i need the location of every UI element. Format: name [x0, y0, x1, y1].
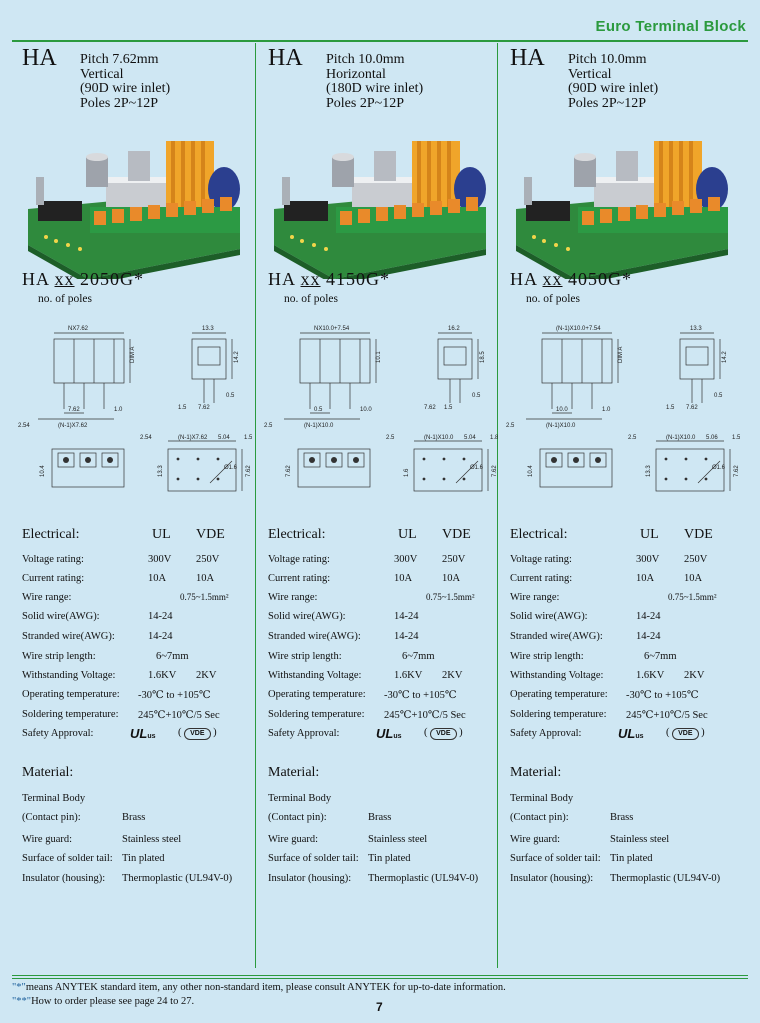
part-number [268, 269, 390, 290]
electrical-label: Operating temperature: [22, 689, 120, 700]
vde-mark-icon: ( VDE ) [666, 727, 705, 738]
electrical-value: 0.75~1.5mm² [180, 592, 229, 602]
dimension-label: Ø1.6 [712, 465, 726, 471]
vde-value: 250V [684, 554, 708, 565]
material-label: Terminal Body [22, 793, 86, 804]
footnote-text: How to order please see page 24 to 27. [31, 996, 195, 1007]
material-label: Wire guard: [268, 834, 319, 845]
electrical-heading: Electrical: [510, 527, 568, 542]
dimension-label: 7.62 [198, 405, 210, 411]
material-label: Insulator (housing): [268, 873, 352, 884]
spec-line: Pitch 10.0mm [326, 52, 405, 67]
dimension-label: 7.62 [734, 465, 740, 477]
electrical-label: Solid wire(AWG): [510, 611, 588, 622]
dimension-label: 1.0 [114, 407, 123, 413]
material-value: Stainless steel [122, 834, 182, 845]
dimension-label: 13.3 [690, 326, 702, 332]
dimension-label: 0.5 [314, 407, 323, 413]
spec-line: Pitch 7.62mm [80, 52, 159, 67]
material-label: Insulator (housing): [510, 873, 594, 884]
electrical-label: Wire strip length: [510, 651, 584, 662]
vde-value: 10A [684, 573, 703, 584]
vde-mark: VDE [184, 728, 210, 740]
material-value: Tin plated [610, 853, 653, 864]
dimension-label: DIM A [618, 346, 624, 363]
dimension-label: 10.4 [528, 465, 534, 477]
electrical-value: 0.75~1.5mm² [668, 592, 717, 602]
electrical-value: 6~7mm [402, 651, 435, 662]
dimension-label: (N-1)X7.62 [178, 435, 208, 441]
product-photo [28, 137, 240, 279]
electrical-label: Soldering temperature: [268, 709, 365, 720]
electrical-label: Operating temperature: [510, 689, 608, 700]
dimension-drawing [18, 323, 252, 503]
electrical-label: Voltage rating: [510, 554, 572, 565]
ul-value: 10A [394, 573, 413, 584]
header-rule [12, 40, 748, 42]
part-number [22, 269, 144, 290]
material-value: Stainless steel [368, 834, 428, 845]
vde-mark-icon: ( VDE ) [178, 727, 217, 738]
dimension-label: 14.2 [234, 351, 240, 363]
electrical-value: 245℃+10℃/5 Sec [138, 710, 220, 721]
series-name: HA [22, 45, 57, 71]
footnote-mark: "**" [12, 996, 32, 1007]
dimension-label: 13.3 [646, 465, 652, 477]
dimension-label: Ø1.6 [224, 465, 238, 471]
spec-line: Poles 2P~12P [80, 95, 158, 111]
electrical-value: 6~7mm [156, 651, 189, 662]
dimension-label: 1.5 [178, 405, 187, 411]
dimension-label: 13.3 [158, 465, 164, 477]
electrical-label: Withstanding Voltage: [268, 670, 362, 681]
electrical-value: -30℃ to +105℃ [626, 690, 699, 701]
material-value: Brass [368, 812, 392, 823]
material-label: Wire guard: [510, 834, 561, 845]
material-value: Thermoplastic (UL94V-0) [610, 873, 721, 884]
material-value: Brass [122, 812, 146, 823]
dimension-label: 1.8 [490, 435, 498, 441]
vde-value: 2KV [684, 670, 705, 681]
poles-label: no. of poles [38, 293, 92, 305]
ul-listed-icon [618, 726, 644, 741]
dimension-label: 7.62 [68, 407, 80, 413]
electrical-label: Operating temperature: [268, 689, 366, 700]
vde-column-heading: VDE [684, 527, 713, 542]
dimension-label: (N-1)X10.0+7.54 [556, 326, 601, 332]
material-heading: Material: [268, 765, 320, 780]
footnote-text: means ANYTEK standard item, any other non-standard item, please consult ANYTEK for up-to-date information. [25, 982, 506, 993]
dimension-label: 0.5 [472, 393, 481, 399]
electrical-label: Current rating: [510, 573, 573, 584]
series-name: HA [510, 45, 545, 71]
ul-value: 1.6KV [148, 670, 177, 681]
ul-column-heading: UL [398, 527, 417, 542]
vde-value: 250V [442, 554, 466, 565]
ul-mark-suffix: us [635, 733, 644, 740]
dimension-label: 0.5 [226, 393, 235, 399]
electrical-label: Wire range: [510, 592, 560, 603]
material-value: Thermoplastic (UL94V-0) [368, 873, 479, 884]
part-number-prefix: HA [268, 269, 296, 289]
dimension-label: 7.62 [686, 405, 698, 411]
electrical-value: 14-24 [636, 631, 661, 642]
electrical-heading: Electrical: [268, 527, 326, 542]
dimension-label: 7.62 [424, 405, 436, 411]
dimension-drawing [506, 323, 740, 503]
footnote-mark: "*" [12, 982, 26, 993]
material-heading: Material: [22, 765, 74, 780]
header-title: Euro Terminal Block [595, 18, 746, 35]
dimension-label: 1.5 [444, 405, 453, 411]
ul-mark-suffix: us [393, 733, 402, 740]
electrical-label: Safety Approval: [268, 728, 340, 739]
ul-mark: UL [130, 726, 148, 741]
electrical-value: -30℃ to +105℃ [384, 690, 457, 701]
electrical-label: Voltage rating: [268, 554, 330, 565]
electrical-label: Safety Approval: [22, 728, 94, 739]
vde-value: 2KV [196, 670, 217, 681]
spec-line: (90D wire inlet) [80, 81, 171, 96]
electrical-label: Solid wire(AWG): [268, 611, 346, 622]
material-label: Terminal Body [268, 793, 332, 804]
dimension-label: 10.0 [360, 407, 372, 413]
dimension-label: 10.1 [376, 351, 382, 363]
electrical-label: Stranded wire(AWG): [268, 631, 361, 642]
dimension-label: 7.62 [246, 465, 252, 477]
electrical-value: 245℃+10℃/5 Sec [626, 710, 708, 721]
vde-value: 2KV [442, 670, 463, 681]
vde-value: 250V [196, 554, 220, 565]
electrical-value: 14-24 [148, 611, 173, 622]
dimension-label: (N-1)X10.0 [666, 435, 696, 441]
product-column [258, 43, 504, 968]
ul-value: 300V [148, 554, 172, 565]
material-label: (Contact pin): [510, 812, 569, 823]
electrical-label: Current rating: [22, 573, 85, 584]
electrical-label: Solid wire(AWG): [22, 611, 100, 622]
electrical-value: 245℃+10℃/5 Sec [384, 710, 466, 721]
spec-block [326, 53, 423, 111]
material-label: (Contact pin): [22, 812, 81, 823]
vde-value: 10A [442, 573, 461, 584]
dimension-label: 1.0 [602, 407, 611, 413]
dimension-label: NX10.0+7.54 [314, 326, 350, 332]
dimension-label: 1.5 [666, 405, 675, 411]
electrical-label: Wire strip length: [268, 651, 342, 662]
electrical-label: Current rating: [268, 573, 331, 584]
dimension-label: 16.2 [448, 326, 460, 332]
ul-column-heading: UL [640, 527, 659, 542]
ul-listed-icon [130, 726, 156, 741]
ul-value: 300V [394, 554, 418, 565]
electrical-value: 14-24 [394, 611, 419, 622]
spec-line: Poles 2P~12P [568, 95, 646, 111]
ul-value: 1.6KV [636, 670, 665, 681]
spec-line: Horizontal [326, 66, 386, 82]
product-column [500, 43, 746, 968]
spec-block [568, 53, 658, 111]
electrical-label: Wire range: [22, 592, 72, 603]
spec-line: (90D wire inlet) [568, 81, 659, 96]
electrical-value: -30℃ to +105℃ [138, 690, 211, 701]
poles-label: no. of poles [526, 293, 580, 305]
part-number-suffix: 4050G* [568, 269, 633, 289]
electrical-label: Voltage rating: [22, 554, 84, 565]
footer-rule [12, 975, 748, 976]
material-value: Stainless steel [610, 834, 670, 845]
spec-line: Vertical [80, 66, 124, 82]
vde-value: 10A [196, 573, 215, 584]
material-label: Surface of solder tail: [510, 853, 601, 864]
material-label: Wire guard: [22, 834, 73, 845]
spec-line: Pitch 10.0mm [568, 52, 647, 67]
ul-mark: UL [618, 726, 636, 741]
ul-value: 1.6KV [394, 670, 423, 681]
vde-mark: VDE [430, 728, 456, 740]
material-label: (Contact pin): [268, 812, 327, 823]
footer-rule [12, 978, 748, 979]
dimension-label: (N-1)X10.0 [546, 423, 576, 429]
dimension-label: DIM A [130, 346, 136, 363]
vde-mark-icon: ( VDE ) [424, 727, 463, 738]
ul-column-heading: UL [152, 527, 171, 542]
material-value: Tin plated [368, 853, 411, 864]
product-photo [274, 137, 486, 279]
product-column [12, 43, 258, 968]
poles-label: no. of poles [284, 293, 338, 305]
material-value: Tin plated [122, 853, 165, 864]
dimension-label: 5.04 [218, 435, 230, 441]
electrical-value: 6~7mm [644, 651, 677, 662]
part-number-xx: xx [300, 269, 321, 289]
ul-value: 10A [636, 573, 655, 584]
dimension-label: 7.62 [286, 465, 292, 477]
spec-block [80, 53, 170, 111]
dimension-label: 1.5 [732, 435, 740, 441]
ul-mark-suffix: us [147, 733, 156, 740]
dimension-drawing [264, 323, 498, 503]
electrical-label: Withstanding Voltage: [22, 670, 116, 681]
dimension-label: 14.2 [722, 351, 728, 363]
dimension-label: 7.62 [492, 465, 498, 477]
electrical-label: Stranded wire(AWG): [510, 631, 603, 642]
dimension-label: 2.54 [140, 435, 152, 441]
part-number [510, 269, 632, 290]
part-number-prefix: HA [22, 269, 50, 289]
vde-column-heading: VDE [442, 527, 471, 542]
vde-mark: VDE [672, 728, 698, 740]
footnote-standard [12, 982, 506, 993]
ul-mark: UL [376, 726, 394, 741]
electrical-value: 14-24 [636, 611, 661, 622]
material-label: Terminal Body [510, 793, 574, 804]
part-number-xx: xx [542, 269, 563, 289]
dimension-label: 2.54 [18, 423, 30, 429]
electrical-label: Withstanding Voltage: [510, 670, 604, 681]
electrical-label: Wire strip length: [22, 651, 96, 662]
material-label: Insulator (housing): [22, 873, 106, 884]
dimension-label: 2.5 [264, 423, 273, 429]
electrical-label: Wire range: [268, 592, 318, 603]
dimension-label: NX7.62 [68, 326, 89, 332]
dimension-label: 2.5 [628, 435, 637, 441]
electrical-label: Soldering temperature: [22, 709, 119, 720]
dimension-label: 0.5 [714, 393, 723, 399]
dimension-label: 1.6 [404, 468, 410, 477]
electrical-heading: Electrical: [22, 527, 80, 542]
dimension-label: (N-1)X10.0 [304, 423, 334, 429]
part-number-prefix: HA [510, 269, 538, 289]
vde-column-heading: VDE [196, 527, 225, 542]
part-number-suffix: 4150G* [326, 269, 391, 289]
material-label: Surface of solder tail: [22, 853, 113, 864]
dimension-label: (N-1)X10.0 [424, 435, 454, 441]
dimension-label: Ø1.6 [470, 465, 484, 471]
dimension-label: 5.04 [464, 435, 476, 441]
dimension-label: 2.5 [506, 423, 515, 429]
dimension-label: 1.5 [244, 435, 252, 441]
material-heading: Material: [510, 765, 562, 780]
electrical-label: Soldering temperature: [510, 709, 607, 720]
footnote-order [12, 996, 194, 1007]
electrical-label: Safety Approval: [510, 728, 582, 739]
dimension-label: (N-1)X7.62 [58, 423, 88, 429]
dimension-label: 10.0 [556, 407, 568, 413]
dimension-label: 10.4 [40, 465, 46, 477]
dimension-label: 18.5 [480, 351, 486, 363]
electrical-value: 14-24 [148, 631, 173, 642]
dimension-label: 5.06 [706, 435, 718, 441]
page-number: 7 [376, 1000, 383, 1014]
ul-value: 10A [148, 573, 167, 584]
series-name: HA [268, 45, 303, 71]
spec-line: (180D wire inlet) [326, 81, 424, 96]
dimension-label: 2.5 [386, 435, 395, 441]
ul-listed-icon [376, 726, 402, 741]
ul-value: 300V [636, 554, 660, 565]
electrical-label: Stranded wire(AWG): [22, 631, 115, 642]
material-value: Thermoplastic (UL94V-0) [122, 873, 233, 884]
electrical-value: 0.75~1.5mm² [426, 592, 475, 602]
part-number-xx: xx [54, 269, 75, 289]
dimension-label: 13.3 [202, 326, 214, 332]
spec-line: Vertical [568, 66, 612, 82]
product-photo [516, 137, 728, 279]
spec-line: Poles 2P~12P [326, 95, 404, 111]
part-number-suffix: 2050G* [80, 269, 145, 289]
material-label: Surface of solder tail: [268, 853, 359, 864]
electrical-value: 14-24 [394, 631, 419, 642]
material-value: Brass [610, 812, 634, 823]
